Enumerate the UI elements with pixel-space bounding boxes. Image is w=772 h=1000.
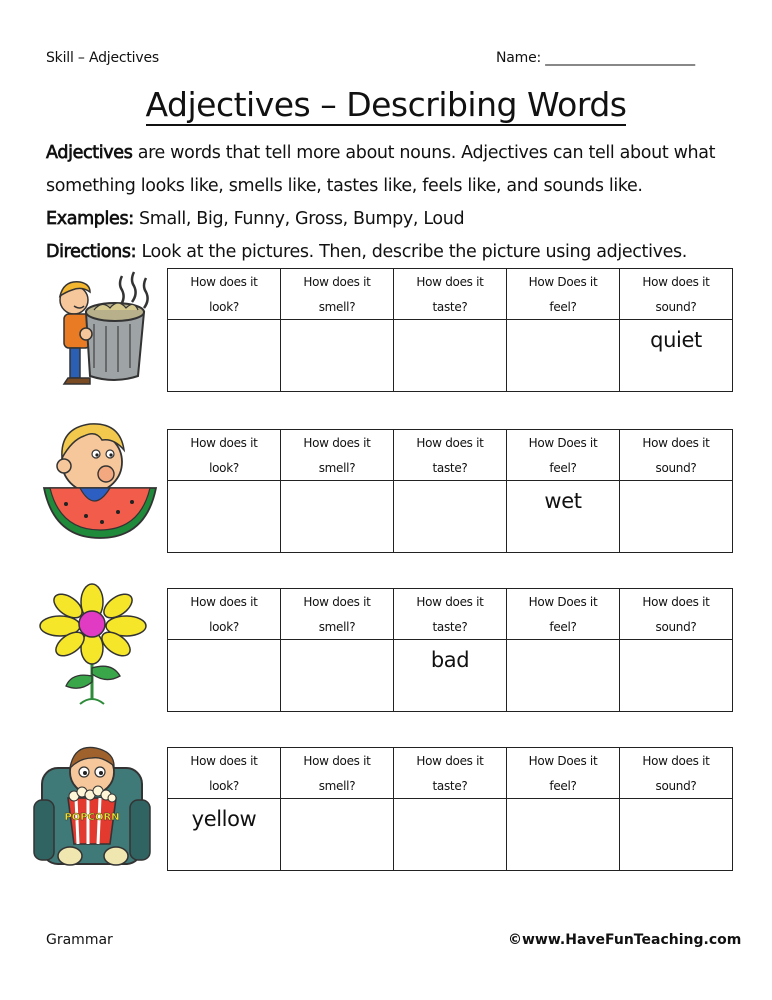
question-cell: How does it smell? bbox=[281, 430, 394, 481]
answer-cell[interactable]: bad bbox=[394, 640, 507, 712]
answer-cell[interactable] bbox=[507, 799, 620, 871]
flower-image bbox=[30, 580, 160, 710]
worksheet-grid-2 bbox=[167, 429, 733, 553]
adjectives-term: Adjectives bbox=[46, 143, 133, 163]
question-row bbox=[168, 589, 733, 640]
answer-row bbox=[168, 481, 733, 553]
question-cell: How does it smell? bbox=[281, 589, 394, 640]
popcorn-box-text: POPCORN bbox=[64, 812, 120, 823]
question-cell: How does it smell? bbox=[281, 269, 394, 320]
question-row bbox=[168, 748, 733, 799]
question-cell: How does it look? bbox=[168, 748, 281, 799]
answer-cell[interactable] bbox=[507, 640, 620, 712]
answer-cell[interactable] bbox=[281, 481, 394, 553]
examples-label: Examples: bbox=[46, 209, 134, 229]
question-cell: How Does it feel? bbox=[507, 589, 620, 640]
answer-cell[interactable] bbox=[394, 799, 507, 871]
question-cell: How does it taste? bbox=[394, 748, 507, 799]
examples-line: Examples: Small, Big, Funny, Gross, Bumpy, Loud bbox=[46, 209, 465, 229]
answer-cell[interactable] bbox=[168, 481, 281, 553]
answer-cell[interactable] bbox=[281, 799, 394, 871]
question-cell: How does it taste? bbox=[394, 430, 507, 481]
worksheet-grid-3 bbox=[167, 588, 733, 712]
question-cell: How Does it feel? bbox=[507, 748, 620, 799]
intro-line-1: Adjectives are words that tell more about nouns. Adjectives can tell about what bbox=[46, 143, 716, 163]
answer-cell[interactable] bbox=[620, 481, 733, 553]
answer-row bbox=[168, 320, 733, 392]
question-cell: How Does it feel? bbox=[507, 430, 620, 481]
answer-cell[interactable] bbox=[507, 320, 620, 392]
name-field-label: Name: ______________________ bbox=[496, 50, 695, 66]
worksheet-grid-1 bbox=[167, 268, 733, 392]
answer-cell[interactable] bbox=[620, 799, 733, 871]
answer-cell[interactable] bbox=[394, 481, 507, 553]
answer-cell[interactable]: quiet bbox=[620, 320, 733, 392]
question-cell: How does it sound? bbox=[620, 589, 733, 640]
watermelon-boy-image bbox=[30, 418, 160, 548]
answer-cell[interactable] bbox=[394, 320, 507, 392]
question-cell: How does it sound? bbox=[620, 748, 733, 799]
intro-line-2: something looks like, smells like, tastes like, feels like, and sounds like. bbox=[46, 176, 643, 196]
skill-label: Skill – Adjectives bbox=[46, 50, 159, 66]
question-cell: How does it look? bbox=[168, 589, 281, 640]
popcorn-boy-image bbox=[30, 740, 160, 870]
answer-cell[interactable] bbox=[281, 640, 394, 712]
answer-cell[interactable]: wet bbox=[507, 481, 620, 553]
answer-cell[interactable]: yellow bbox=[168, 799, 281, 871]
question-cell: How does it sound? bbox=[620, 430, 733, 481]
question-cell: How does it look? bbox=[168, 430, 281, 481]
question-cell: How does it taste? bbox=[394, 589, 507, 640]
question-row bbox=[168, 430, 733, 481]
question-cell: How Does it feel? bbox=[507, 269, 620, 320]
question-row bbox=[168, 269, 733, 320]
worksheet-grid-4 bbox=[167, 747, 733, 871]
directions-line: Directions: Look at the pictures. Then, describe the picture using adjectives. bbox=[46, 242, 687, 262]
footer-subject: Grammar bbox=[46, 932, 113, 948]
answer-cell[interactable] bbox=[168, 640, 281, 712]
answer-cell[interactable] bbox=[281, 320, 394, 392]
question-cell: How does it look? bbox=[168, 269, 281, 320]
garbage-boy-image bbox=[30, 264, 160, 394]
question-cell: How does it smell? bbox=[281, 748, 394, 799]
answer-cell[interactable] bbox=[620, 640, 733, 712]
answer-row bbox=[168, 640, 733, 712]
directions-label: Directions: bbox=[46, 242, 137, 262]
question-cell: How does it taste? bbox=[394, 269, 507, 320]
question-cell: How does it sound? bbox=[620, 269, 733, 320]
page-title: Adjectives – Describing Words bbox=[145, 85, 627, 124]
footer-website: ©www.HaveFunTeaching.com bbox=[508, 932, 742, 948]
answer-row bbox=[168, 799, 733, 871]
answer-cell[interactable] bbox=[168, 320, 281, 392]
